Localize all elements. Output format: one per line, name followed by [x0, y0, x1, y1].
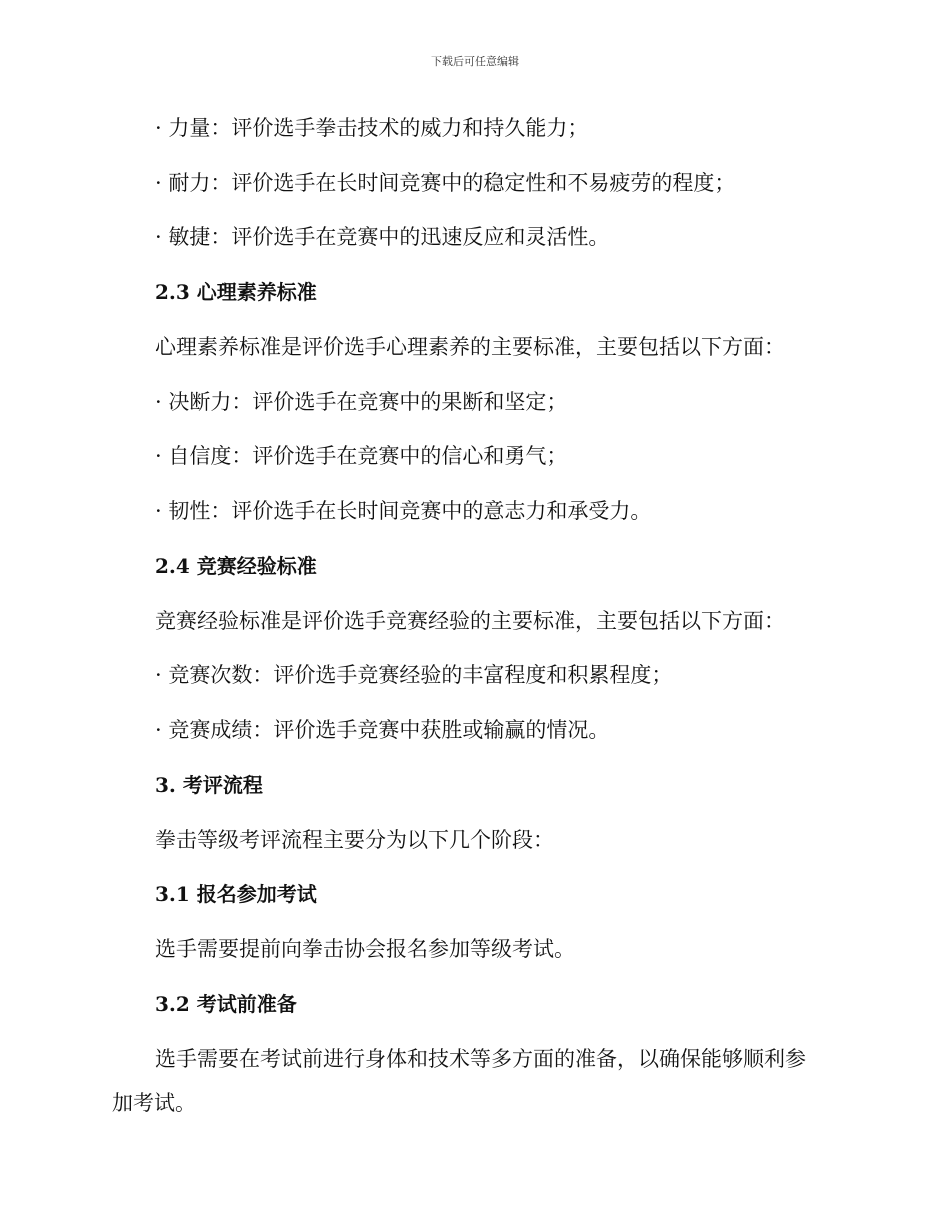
bullet-endurance: · 耐力：评价选手在长时间竞赛中的稳定性和不易疲劳的程度； [155, 171, 736, 195]
bullet-strength: · 力量：评价选手拳击技术的威力和持久能力； [155, 116, 589, 140]
paragraph-preparation: 选手需要在考试前进行身体和技术等多方面的准备，以确保能够顺利参 [155, 1047, 806, 1071]
heading-2-4: 2.4 竞赛经验标准 [155, 554, 317, 578]
bullet-match-count: · 竞赛次数：评价选手竞赛经验的丰富程度和积累程度； [155, 663, 673, 687]
paragraph-registration: 选手需要提前向拳击协会报名参加等级考试。 [155, 937, 575, 961]
page-header: 下载后可任意编辑 [431, 55, 519, 68]
bullet-decisiveness: · 决断力：评价选手在竞赛中的果断和坚定； [155, 390, 568, 414]
bullet-resilience: · 韧性：评价选手在长时间竞赛中的意志力和承受力。 [155, 499, 652, 523]
bullet-confidence: · 自信度：评价选手在竞赛中的信心和勇气； [155, 444, 568, 468]
heading-3-2: 3.2 考试前准备 [155, 992, 297, 1016]
paragraph-experience: 竞赛经验标准是评价选手竞赛经验的主要标准，主要包括以下方面： [155, 609, 785, 633]
bullet-match-results: · 竞赛成绩：评价选手竞赛中获胜或输赢的情况。 [155, 718, 610, 742]
paragraph-process: 拳击等级考评流程主要分为以下几个阶段： [155, 828, 554, 852]
heading-3: 3. 考评流程 [155, 773, 263, 797]
paragraph-psychology: 心理素养标准是评价选手心理素养的主要标准，主要包括以下方面： [155, 335, 785, 359]
heading-3-1: 3.1 报名参加考试 [155, 882, 317, 906]
heading-2-3: 2.3 心理素养标准 [155, 280, 317, 304]
bullet-agility: · 敏捷：评价选手在竞赛中的迅速反应和灵活性。 [155, 225, 610, 249]
paragraph-preparation-continued: 加考试。 [112, 1091, 196, 1115]
